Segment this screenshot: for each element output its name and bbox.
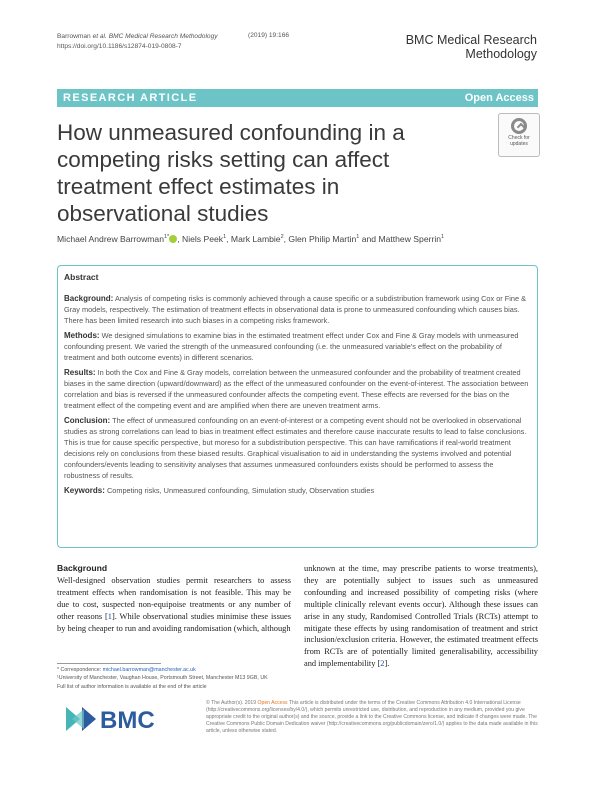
citation-journal: et al. BMC Medical Research Methodology bbox=[92, 33, 218, 40]
journal-name-line1: BMC Medical Research bbox=[405, 33, 537, 47]
check-for-updates-badge[interactable] bbox=[498, 113, 540, 157]
abstract-methods bbox=[64, 330, 531, 363]
reference-link[interactable]: 2 bbox=[380, 659, 385, 669]
citation-year: (2019) 19:166 bbox=[248, 32, 290, 39]
author-separator: , bbox=[177, 234, 182, 244]
conclusion-text: The effect of unmeasured confounding on an event-of-interest or a competing event should not be overlooked in observational studies as strong correlations can lead to bias in treatment effect estimates and therefore cause inaccurate results to lead to false conclusions. This is true for cause specific perspective, but moreso for a subdistribution perspective. This can have ramifications if real-world treatment decisions rely on conclusions from these biased results. Graphical visualisation to aid in understanding the systems involved and potential confounders/events leading to sensitivity analyses that assumes unmeasured confounders exists should be performed to assess the robustness of results. bbox=[64, 416, 527, 480]
body-text: ]. While observational studies minimise these issues by being cheaper to run and avoiding randomisation (which, although bbox=[57, 611, 291, 633]
abstract-content bbox=[64, 272, 531, 500]
citation-authors: Barrowman bbox=[57, 33, 91, 40]
orcid-icon[interactable] bbox=[169, 235, 177, 243]
background-text: Analysis of competing risks is commonly achieved through a cause specific or a subdistribution framework using Cox or Fine & Gray models, respectively. The estimation of treatment effects in observational data is prone to unmeasured confounding which causes bias. There has been limited research into such biases in a competing risks framework. bbox=[64, 294, 527, 325]
logo-triangle-blue bbox=[82, 707, 96, 731]
author-name[interactable]: Michael Andrew Barrowman bbox=[57, 234, 164, 244]
abstract-conclusion bbox=[64, 415, 531, 481]
background-label: Background: bbox=[64, 294, 114, 303]
article-type-label: RESEARCH ARTICLE bbox=[63, 92, 198, 104]
author-name[interactable]: Glen Philip Martin bbox=[288, 234, 357, 244]
body-column-left bbox=[57, 563, 291, 634]
copyright: © The Author(s). 2019 bbox=[206, 700, 257, 706]
body-column-right bbox=[304, 563, 538, 670]
abstract-keywords bbox=[64, 485, 531, 496]
bmc-logo bbox=[66, 703, 159, 735]
keywords-text: Competing risks, Unmeasured confounding, Simulation study, Observation studies bbox=[106, 486, 375, 495]
author-name[interactable]: Niels Peek bbox=[181, 234, 224, 244]
open-access-label: Open Access bbox=[464, 92, 534, 104]
author-list bbox=[57, 234, 444, 244]
article-type-banner bbox=[57, 89, 538, 107]
citation-line bbox=[57, 32, 218, 42]
doi-link[interactable]: https://doi.org/10.1186/s12874-019-0808-7 bbox=[57, 43, 182, 50]
methods-label: Methods: bbox=[64, 331, 100, 340]
footnotes bbox=[57, 666, 297, 691]
author-affiliation: 1 bbox=[223, 234, 227, 241]
body-text: unknown at the time, may prescribe patients to worse treatments), they are potentially subject to issues such as unmeasured confounding and increased possibility of competing risks (where multiple clinically relevant events occur). Although these issues can arise in any study, Randomised Controlled Trials (RCTs) attempt to mitigate these effects by using randomisation of treatment and strict inclusion/exclusion criteria. However, the estimated treatment effects from RCTs are of potentially limited generalisability, accessibility and implementability [ bbox=[304, 564, 538, 669]
full-author-info-note: Full list of author information is available at the end of the article bbox=[57, 683, 207, 690]
author-separator: , bbox=[226, 234, 231, 244]
author-affiliation: 1 bbox=[356, 234, 360, 241]
reference-link[interactable]: 1 bbox=[107, 611, 112, 621]
abstract-box bbox=[57, 265, 538, 548]
keywords-label: Keywords: bbox=[64, 486, 105, 495]
body-text: Well-designed observation studies permit researchers to assess treatment effects when randomisation is not feasible. This may be due to cost, suspected non-equipoise treatments or any number of other reasons [ bbox=[57, 575, 291, 621]
open-access-note: Open Access bbox=[257, 700, 288, 706]
conclusion-label: Conclusion: bbox=[64, 416, 111, 425]
methods-text: We designed simulations to examine bias in the estimated treatment effect under Cox and Fine & Gray models with unmeasured confounding present. We varied the strength of the unmeasured confounding (i.e. the unmeasured variable's effect on the probability of treatment and both outcome events) in different scenarios. bbox=[64, 331, 519, 362]
results-label: Results: bbox=[64, 368, 96, 377]
author-affiliation: 1* bbox=[164, 234, 170, 241]
body-text: ]. bbox=[384, 659, 390, 669]
affiliation: ¹University of Manchester, Vaughan House, Portsmouth Street, Manchester M13 9GB, UK bbox=[57, 675, 268, 682]
logo-text: BMC bbox=[100, 707, 155, 734]
logo-triangle-light bbox=[72, 709, 84, 729]
abstract-heading: Abstract bbox=[64, 272, 99, 282]
author-separator: and bbox=[359, 234, 379, 244]
correspondence-label: * Correspondence: bbox=[57, 667, 102, 673]
author-separator: , bbox=[283, 234, 289, 244]
section-heading: Background bbox=[57, 563, 108, 573]
correspondence bbox=[57, 666, 297, 674]
results-text: In both the Cox and Fine & Gray models, correlation between the unmeasured confounder and the probability of treatment created biases in the same direction (upward/downward) as the effect of the unmeasured confounder on the event-of-interest. The association between correlation and bias is reversed if the unmeasured confounder affects the competing event. These effects are reversed for the bias on the treatment effect of the competing event and are amplified when there are uneven treatment arms. bbox=[64, 368, 529, 410]
update-icon bbox=[511, 118, 527, 134]
check-updates-line2: updates bbox=[510, 141, 528, 147]
footnote-rule bbox=[57, 663, 161, 664]
abstract-results bbox=[64, 367, 531, 411]
article-title: How unmeasured confounding in a competing risks setting can affect treatment effect estimates in observational studies bbox=[57, 120, 405, 226]
check-updates-line1: Check for bbox=[508, 135, 530, 141]
author-affiliation: 2 bbox=[280, 234, 284, 241]
abstract-background bbox=[64, 293, 531, 326]
journal-name bbox=[406, 33, 537, 61]
correspondence-email[interactable]: michael.barrowman@manchester.ac.uk bbox=[102, 667, 196, 673]
author-affiliation: 1 bbox=[441, 234, 445, 241]
author-name[interactable]: Mark Lambie bbox=[230, 234, 281, 244]
running-header bbox=[57, 32, 218, 52]
journal-name-line2: Methodology bbox=[465, 47, 537, 61]
license-text bbox=[206, 700, 538, 735]
author-name[interactable]: Matthew Sperrin bbox=[378, 234, 442, 244]
license-body: This article is distributed under the terms of the Creative Commons Attribution 4.0 International License (http://creativecommons.org/licenses/by/4.0/), which permits unrestricted use, distribution, and reproduction in any medium, provided you give appropriate credit to the original author(s) and the source, provide a link to the Creative Commons license, and indicate if changes were made. The Creative Commons Public Domain Dedication waiver (http://creativecommons.org/publicdomain/zero/1.0/) applies to the data made available in this article, unless otherwise stated. bbox=[206, 700, 538, 735]
